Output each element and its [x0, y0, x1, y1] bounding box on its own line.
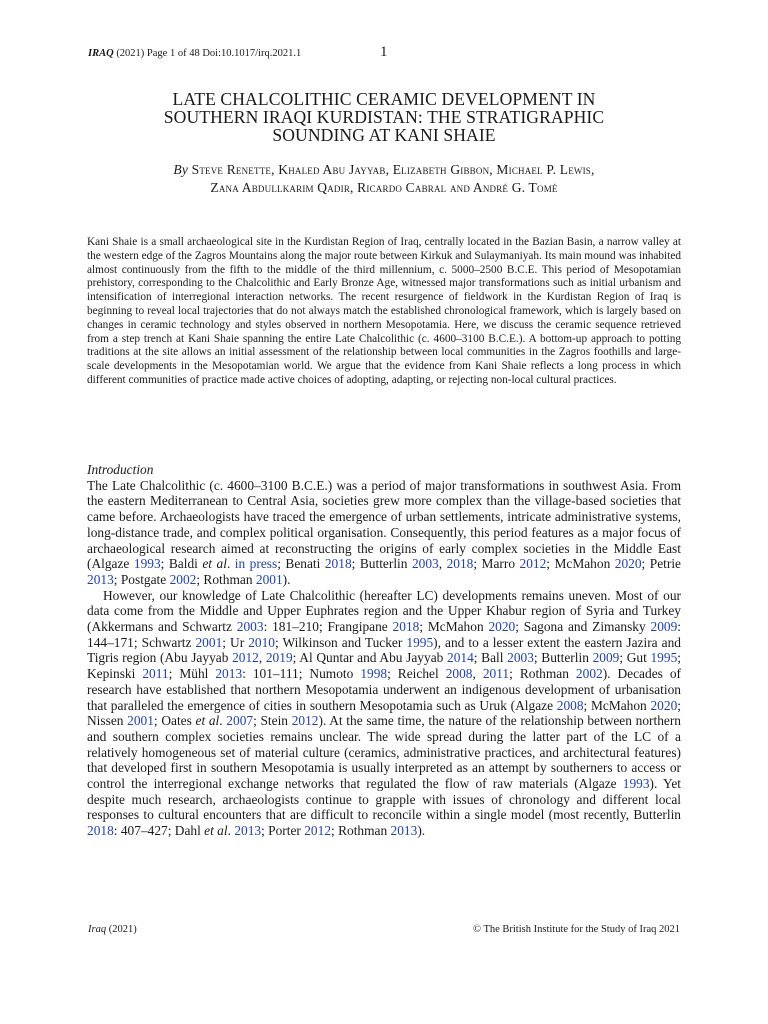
by-label: By [173, 162, 189, 177]
citation-link[interactable]: 1995 [650, 650, 678, 666]
citation-link[interactable]: 2012 [304, 823, 332, 839]
italic-text: et al [202, 556, 227, 572]
citation-link[interactable]: 2002 [575, 666, 603, 682]
citation-link[interactable]: 1993 [133, 556, 161, 572]
italic-text: et al [204, 823, 228, 839]
citation-link[interactable]: 1998 [360, 666, 388, 682]
citation-link[interactable]: 2003 [236, 619, 264, 635]
citation-link[interactable]: 2013 [234, 823, 262, 839]
citation-link[interactable]: 2008 [556, 697, 584, 713]
citation-link[interactable]: 2020 [614, 556, 642, 572]
citation-link[interactable]: 2019 [265, 650, 293, 666]
citation-link[interactable]: 2013 [87, 571, 114, 587]
footer-copyright: © The British Institute for the Study of Iraq 2021 [473, 924, 680, 935]
citation-link[interactable]: 2013 [215, 666, 243, 682]
citation-link[interactable]: 2007 [226, 713, 254, 729]
citation-link[interactable]: 2003 [507, 650, 534, 666]
footer-journal [88, 924, 137, 935]
citation-link[interactable]: 2013 [390, 823, 418, 839]
citation-link[interactable]: in press [234, 556, 278, 572]
title-line: LATE CHALCOLITHIC CERAMIC DEVELOPMENT IN [172, 89, 596, 109]
citation-link[interactable]: 2008 [445, 666, 473, 682]
abstract: Kani Shaie is a small archaeological site in the Kurdistan Region of Iraq, centrally located in the Bazian Basin, a narrow valley at the western edge of the Zagros Mountains along the major route between Kirkuk and Sulaymaniyah. Its main mound was inhabited almost continuously from the fifth to the middle of the third millennium, c. 5000–2500 B.C.E. This period of Mesopotamian prehistory, corresponding to the Chalcolithic and Early Bronze Age, witnessed major transformations such as initial urbanism and intensification of interregional interaction networks. The recent resurgence of fieldwork in the Kurdistan Region of Iraq is beginning to reveal local trajectories that do not always match the established chronological framework, which is largely based on changes in ceramic technology and styles observed in northern Mesopotamia. Here, we discuss the ceramic sequence retrieved from a step trench at Kani Shaie spanning the entire Late Chalcolithic (c. 4600–3100 B.C.E.). A bottom-up approach to potting traditions at the site allows an initial assessment of the relationship between local communities in the Zagros foothills and large-scale developments in the Mesopotamian world. We argue that the evidence from Kani Shaie reflects a long process in which different communities of practice made active choices of adopting, adapting, or rejecting non-local cultural practices. [87, 236, 681, 386]
citation-link[interactable]: 2018 [324, 556, 352, 572]
footer-year: (2021) [108, 924, 137, 935]
italic-text: et al [195, 713, 220, 729]
running-head [88, 48, 688, 59]
citation-link[interactable]: 2020 [488, 619, 516, 635]
citation-link[interactable]: 2003 [411, 556, 439, 572]
citation-link[interactable]: 2018 [392, 619, 420, 635]
citation-link[interactable]: 2018 [446, 556, 474, 572]
article-body [87, 462, 681, 839]
author-line: Zana Abdullkarim Qadir, Ricardo Cabral and André G. Tomé [210, 180, 558, 195]
citation-link[interactable]: 2011 [482, 666, 510, 682]
footer-journal-name: Iraq [88, 924, 107, 935]
citation-link[interactable]: 2010 [248, 634, 275, 650]
citation-link[interactable]: 2002 [169, 571, 197, 587]
author-line: Steve Renette, Khaled Abu Jayyab, Elizabeth Gibbon, Michael P. Lewis, [191, 162, 595, 177]
citation-link[interactable]: 2018 [87, 823, 114, 839]
citation-link[interactable]: 2014 [447, 650, 474, 666]
citation-link[interactable]: 2012 [291, 713, 319, 729]
citation-link[interactable]: 2009 [650, 619, 678, 635]
doi-line: (2021) Page 1 of 48 Doi:10.1017/irq.2021.1 [113, 48, 302, 59]
citation-link[interactable]: 2009 [592, 650, 620, 666]
citation-link[interactable]: 2020 [650, 697, 678, 713]
citation-link[interactable]: 2001 [195, 634, 223, 650]
citation-link[interactable]: 2001 [127, 713, 154, 729]
citation-link[interactable]: 2012 [232, 650, 259, 666]
citation-link[interactable]: 2012 [519, 556, 547, 572]
page-number: 1 [380, 44, 388, 60]
article-title [90, 90, 678, 144]
citation-link[interactable]: 1993 [622, 776, 650, 792]
citation-link[interactable]: 1995 [406, 634, 434, 650]
author-list [90, 161, 678, 197]
paragraph: The Late Chalcolithic (c. 4600–3100 B.C.E.) was a period of major transformations in southwest Asia. From the eastern Mediterranean to Central Asia, societies grew more complex than the village-based societies that came before. Archaeologists have traced the emergence of urban settlements, intricate administrative systems, long-distance trade, and complex political organisation. Consequently, this period features as a major focus of archaeological research aimed at reconstructing the origins of early complex societies in the Middle East (Algaze 1993; Baldi et al. in press; Benati 2018; Butterlin 2003, 2018; Marro 2012; McMahon 2020; Petrie 2013; Postgate 2002; Rothman 2001). [87, 477, 681, 587]
paragraph: However, our knowledge of Late Chalcolithic (hereafter LC) developments remains uneven. Most of our data come from the Middle and Upper Euphrates region and the Upper Khabur region of Syria and Turkey (Akkermans and Schwartz 2003: 181–210; Frangipane 2018; McMahon 2020; Sagona and Zimansky 2009: 144–171; Schwartz 2001; Ur 2010; Wilkinson and Tucker 1995), and to a lesser extent the eastern Jazira and Tigris region (Abu Jayyab 2012, 2019; Al Quntar and Abu Jayyab 2014; Ball 2003; Butterlin 2009; Gut 1995; Kepinski 2011; Mühl 2013: 101–111; Numoto 1998; Reichel 2008, 2011; Rothman 2002). Decades of research have established that northern Mesopotamia underwent an indigenous development of urbanisation that paralleled the emergence of cities in southern Mesopotamia such as Uruk (Algaze 2008; McMahon 2020; Nissen 2001; Oates et al. 2007; Stein 2012). At the same time, the nature of the relationship between northern and southern complex societies remains unclear. The wide spread during the latter part of the LC of a relatively homogeneous set of material culture (ceramics, administrative practices, and architectural features) that developed first in southern Mesopotamia is usually interpreted as an attempt by southerners to access or control the interregional exchange networks that regulated the flow of raw materials (Algaze 1993). Yet despite much research, archaeologists continue to grapple with issues of chronology and different local responses to cultural encounters that are difficult to reconcile within a single model (most recently, Butterlin 2018: 407–427; Dahl et al. 2013; Porter 2012; Rothman 2013). [87, 587, 682, 839]
citation-link[interactable]: 2001 [255, 571, 283, 587]
section-heading: Introduction [87, 462, 154, 477]
title-line: SOUNDING AT KANI SHAIE [272, 125, 496, 145]
title-line: SOUTHERN IRAQI KURDISTAN: THE STRATIGRAPHIC [163, 107, 605, 127]
citation-link[interactable]: 2011 [142, 666, 169, 682]
journal-name: IRAQ [88, 48, 114, 59]
